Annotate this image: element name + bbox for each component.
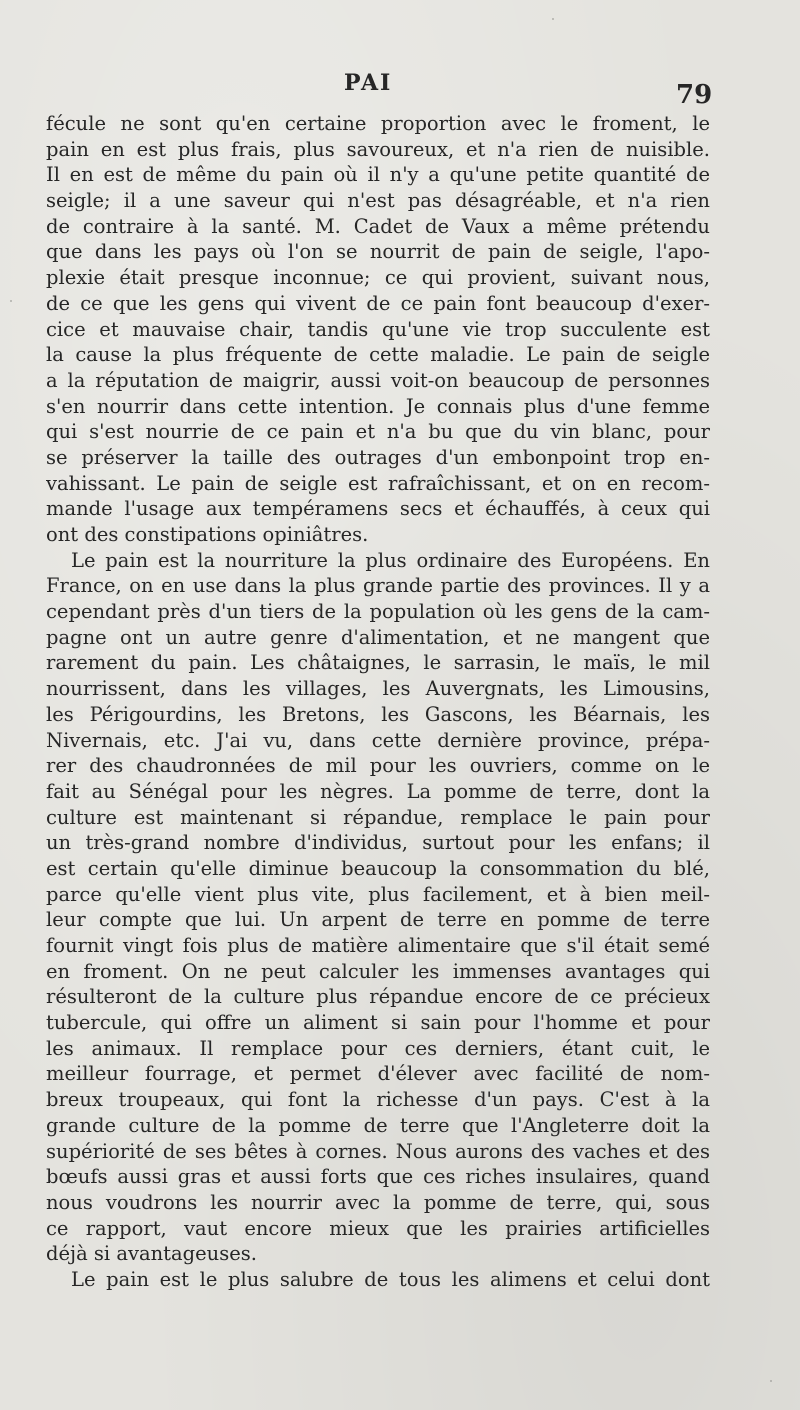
text-line: rarement du pain. Les châtaignes, le sarrasin, le maïs, le mil	[46, 651, 710, 675]
text-line: vahissant. Le pain de seigle est rafraîchissant, et on en recom-	[46, 471, 710, 495]
text-line: bœufs aussi gras et aussi forts que ces riches insulaires, quand	[46, 1165, 710, 1189]
paper-speck	[552, 18, 554, 20]
text-line: a la réputation de maigrir, aussi voit-on beaucoup de personnes	[46, 368, 710, 392]
text-line: en froment. On ne peut calculer les immenses avantages qui	[46, 959, 710, 983]
text-line: s'en nourrir dans cette intention. Je connais plus d'une femme	[46, 394, 710, 418]
text-line: cice et mauvaise chair, tandis qu'une vie trop succulente est	[46, 317, 710, 341]
page-number: 79	[676, 80, 713, 110]
text-line: nous voudrons les nourrir avec la pomme de terre, qui, sous	[46, 1190, 710, 1214]
text-line: leur compte que lui. Un arpent de terre en pomme de terre	[46, 908, 710, 932]
text-line: fournit vingt fois plus de matière alimentaire que s'il était semé	[46, 934, 710, 957]
text-line: grande culture de la pomme de terre que l'Angleterre doit la	[46, 1113, 710, 1137]
text-line: les Périgourdins, les Bretons, les Gascons, les Béarnais, les	[46, 702, 710, 726]
paper-speck	[770, 1380, 772, 1382]
text-line: ont des constipations opiniâtres.	[46, 523, 369, 546]
text-line: fait au Sénégal pour les nègres. La pomme de terre, dont la	[46, 779, 710, 803]
text-line: déjà si avantageuses.	[46, 1242, 257, 1266]
text-line: Le pain est le plus salubre de tous les alimens et celui dont	[71, 1267, 710, 1291]
text-line: Le pain est la nourriture la plus ordinaire des Européens. En	[71, 548, 710, 572]
text-line: que dans les pays où l'on se nourrit de pain de seigle, l'apo-	[46, 240, 710, 264]
text-line: Nivernais, etc. J'ai vu, dans cette dernière province, prépa-	[46, 728, 710, 752]
text-line: parce qu'elle vient plus vite, plus facilement, et à bien meil-	[46, 882, 710, 906]
text-line: ce rapport, vaut encore mieux que les prairies artificielles	[46, 1216, 710, 1240]
text-line: un très-grand nombre d'individus, surtout pour les enfans; il	[46, 831, 710, 855]
text-line: breux troupeaux, qui font la richesse d'un pays. C'est à la	[46, 1088, 710, 1112]
text-line: Il en est de même du pain où il n'y a qu'une petite quantité de	[46, 163, 710, 187]
text-line: seigle; il a une saveur qui n'est pas désagréable, et n'a rien	[46, 189, 710, 213]
text-line: meilleur fourrage, et permet d'élever avec facilité de nom-	[46, 1062, 710, 1086]
text-line: rer des chaudronnées de mil pour les ouvriers, comme on le	[46, 754, 710, 778]
running-head	[0, 70, 800, 110]
paper-speck	[10, 300, 12, 302]
text-line: les animaux. Il remplace pour ces derniers, étant cuit, le	[46, 1036, 710, 1060]
text-line: la cause la plus fréquente de cette maladie. Le pain de seigle	[46, 343, 710, 367]
text-line: tubercule, qui offre un aliment si sain pour l'homme et pour	[46, 1011, 710, 1035]
text-line: pagne ont un autre genre d'alimentation, et ne mangent que	[46, 625, 710, 649]
text-line: France, on en use dans la plus grande partie des provinces. Il y a	[46, 574, 710, 598]
body-text	[46, 111, 710, 1293]
text-line: cependant près d'un tiers de la population où les gens de la cam-	[46, 600, 710, 624]
text-line: mande l'usage aux tempéramens secs et échauffés, à ceux qui	[46, 497, 710, 521]
text-line: se préserver la taille des outrages d'un embonpoint trop en-	[46, 445, 710, 469]
text-line: est certain qu'elle diminue beaucoup la consommation du blé,	[46, 856, 710, 880]
text-line: plexie était presque inconnue; ce qui provient, suivant nous,	[46, 266, 710, 290]
text-line: culture est maintenant si répandue, remplace le pain pour	[46, 805, 710, 829]
text-line: résulteront de la culture plus répandue encore de ce précieux	[46, 985, 710, 1009]
text-line: de contraire à la santé. M. Cadet de Vaux a même prétendu	[46, 214, 710, 238]
text-line: fécule ne sont qu'en certaine proportion avec le froment, le	[46, 112, 710, 135]
text-line: qui s'est nourrie de ce pain et n'a bu que du vin blanc, pour	[46, 420, 710, 444]
text-line: de ce que les gens qui vivent de ce pain font beaucoup d'exer-	[46, 291, 710, 315]
running-head-title: PAI	[344, 70, 393, 96]
text-line: supériorité de ses bêtes à cornes. Nous aurons des vaches et des	[46, 1139, 710, 1163]
text-line: pain en est plus frais, plus savoureux, et n'a rien de nuisible.	[46, 137, 710, 161]
text-line: nourrissent, dans les villages, les Auvergnats, les Limousins,	[46, 677, 710, 701]
